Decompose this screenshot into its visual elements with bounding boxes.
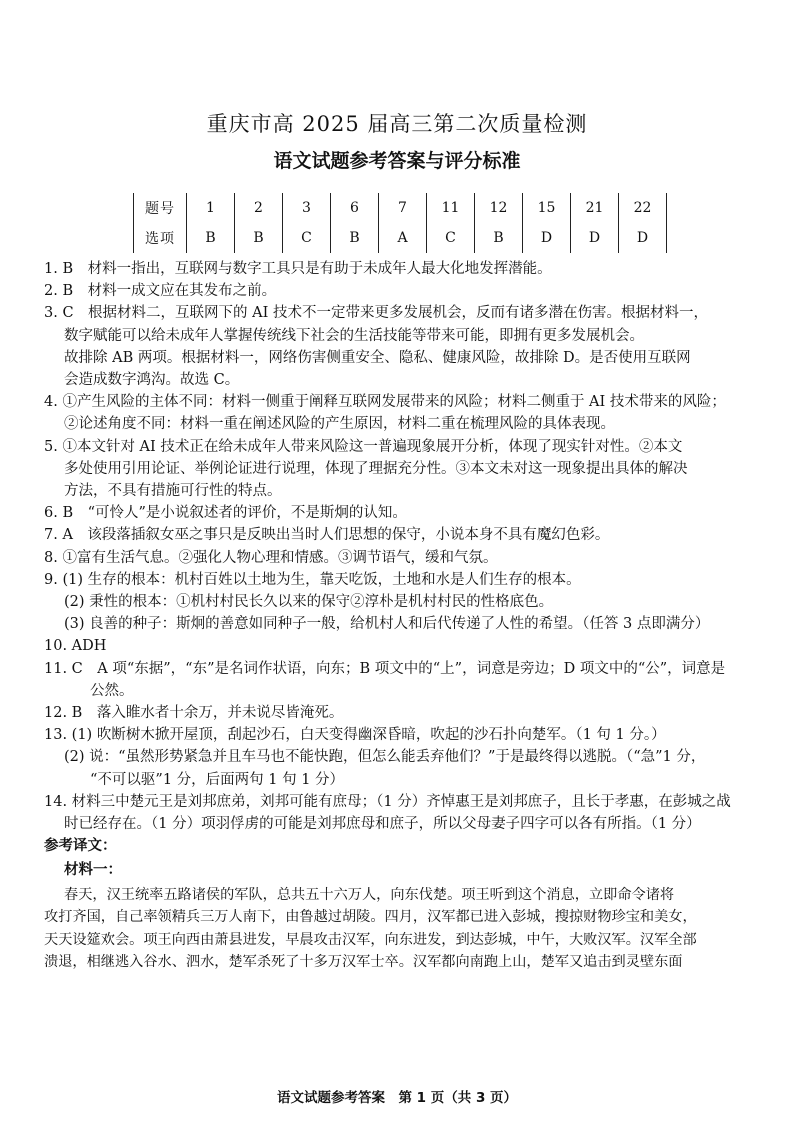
- answer-2: 2. B 材料一成文应在其发布之前。: [44, 283, 277, 300]
- answer-choice: C: [283, 223, 331, 253]
- answer-choice: B: [331, 223, 379, 253]
- answer-table: [133, 193, 667, 253]
- question-number: 6: [331, 193, 379, 223]
- row-label: 题号: [134, 193, 187, 223]
- answer-12: 12. B 落入睢水者十余万，并未说尽皆淹死。: [44, 705, 344, 722]
- answer-3: 3. C 根据材料二，互联网下的 AI 技术不一定带来更多发展机会，反而有诸多潜在伤害。根据材料一，: [44, 305, 708, 322]
- material-label: 材料一：: [64, 862, 122, 879]
- answer-choice: B: [235, 223, 283, 253]
- reference-heading: 参考译文：: [44, 838, 117, 855]
- answer-choice: D: [619, 223, 667, 253]
- document-subtitle: 语文试题参考答案与评分标准: [273, 150, 521, 172]
- question-number: 11: [427, 193, 475, 223]
- translation-text: [44, 884, 756, 974]
- question-number: 3: [283, 193, 331, 223]
- answer-11: 11. C A 项“东据”，“东”是名词作状语，向东；B 项文中的“上”，词意是旁边；D 项文中的“公”，词意是: [44, 660, 726, 677]
- translation-line: 天天设筵欢会。项王向西由萧县进发，早晨攻击汉军，向东进发，到达彭城，中午，大败汉军。汉军全部: [44, 931, 697, 948]
- question-number: 2: [235, 193, 283, 223]
- answer-3-line: 会造成数字鸿沟。故选 C。: [64, 372, 240, 389]
- translation-line: 春天，汉王统率五路诸侯的军队，总共五十六万人，向东伐楚。项王听到这个消息，立即命令诸将: [64, 886, 675, 903]
- answer-4: 4. ①产生风险的主体不同：材料一侧重于阐释互联网发展带来的风险；材料二侧重于 AI 技术带来的风险；: [44, 394, 726, 411]
- answer-14: 14. 材料三中楚元王是刘邦庶弟，刘邦可能有庶母；（1 分）齐悼惠王是刘邦庶子，且长于孝惠，在彭城之战: [44, 793, 731, 810]
- answer-table-number-row: [134, 193, 667, 223]
- answer-3-line: 数字赋能可以给未成年人掌握传统线下社会的生活技能等带来可能，即拥有更多发展机会。: [64, 327, 644, 344]
- answer-choice: A: [379, 223, 427, 253]
- translation-line: 溃退，相继逃入谷水、泗水，楚军杀死了十多万汉军士卒。汉军都向南跑上山，楚军又追击到灵壁东面: [44, 953, 683, 970]
- answer-9-line: (3) 良善的种子：斯炯的善意如同种子一般，给机村人和后代传递了人性的希望。（任答 3 点即满分）: [64, 616, 710, 633]
- answer-8: 8. ①富有生活气息。②强化人物心理和情感。③调节语气，缓和气氛。: [44, 549, 498, 566]
- answer-choice: B: [475, 223, 523, 253]
- answer-choice: C: [427, 223, 475, 253]
- answer-5-line: 多处使用引用论证、举例论证进行说理，体现了理据充分性。③本文未对这一现象提出具体的解决: [64, 460, 688, 477]
- row-label: 选项: [134, 223, 187, 253]
- question-number: 15: [523, 193, 571, 223]
- question-number: 21: [571, 193, 619, 223]
- answer-13: 13. (1) 吹断树木掀开屋顶，刮起沙石，白天变得幽深昏暗，吹起的沙石扑向楚军。（1 句 1 分。）: [44, 727, 666, 744]
- answer-11-line: 公然。: [90, 682, 134, 699]
- document-title: 重庆市高 2025 届高三第二次质量检测: [206, 112, 588, 136]
- page-footer: 语文试题参考答案 第 1 页（共 3 页）: [276, 1090, 518, 1106]
- answer-9: 9. (1) 生存的根本：机村百姓以土地为生，靠天吃饭，土地和水是人们生存的根本。: [44, 571, 581, 588]
- answer-1: 1. B 材料一指出，互联网与数字工具只是有助于未成年人最大化地发挥潜能。: [44, 261, 552, 277]
- answer-choice: D: [523, 223, 571, 253]
- answer-7: 7. A 该段落插叙女巫之事只是反映出当时人们思想的保守，小说本身不具有魔幻色彩。: [44, 527, 610, 544]
- answer-4-line: ②论述角度不同：材料一重在阐述风险的产生原因，材料二重在梳理风险的具体表现。: [64, 416, 615, 433]
- answer-3-line: 故排除 AB 两项。根据材料一，网络伤害侧重安全、隐私、健康风险，故排除 D。是否使用互联网: [64, 349, 691, 366]
- answer-10: 10. ADH: [44, 638, 107, 655]
- answer-5: 5. ①本文针对 AI 技术正在给未成年人带来风险这一普遍现象展开分析，体现了现实针对性。②本文: [44, 438, 683, 455]
- answer-14-line: 时已经存在。（1 分）项羽俘虏的可能是刘邦庶母和庶子，所以父母妻子四字可以各有所指。（1 分）: [64, 816, 701, 833]
- answer-list: [44, 258, 756, 973]
- answer-choice: B: [187, 223, 235, 253]
- answer-5-line: 方法，不具有措施可行性的特点。: [64, 483, 282, 500]
- translation-line: 攻打齐国，自己率领精兵三万人南下，由鲁越过胡陵。四月，汉军都已进入彭城，搜掠财物珍宝和美女，: [44, 909, 697, 926]
- question-number: 22: [619, 193, 667, 223]
- answer-choice: D: [571, 223, 619, 253]
- question-number: 12: [475, 193, 523, 223]
- answer-9-line: (2) 秉性的根本：①机村村民长久以来的保守②淳朴是机村村民的性格底色。: [64, 594, 554, 611]
- question-number: 7: [379, 193, 427, 223]
- answer-13-line: “不可以驱”1 分，后面两句 1 句 1 分）: [90, 771, 345, 788]
- answer-table-choice-row: [134, 223, 667, 253]
- answer-13-line: (2) 说：“虽然形势紧急并且车马也不能快跑，但怎么能丢弃他们？”于是最终得以逃脱。（“急”1 分，: [64, 749, 706, 766]
- answer-6: 6. B “可怜人”是小说叙述者的评价，不是斯炯的认知。: [44, 505, 407, 522]
- question-number: 1: [187, 193, 235, 223]
